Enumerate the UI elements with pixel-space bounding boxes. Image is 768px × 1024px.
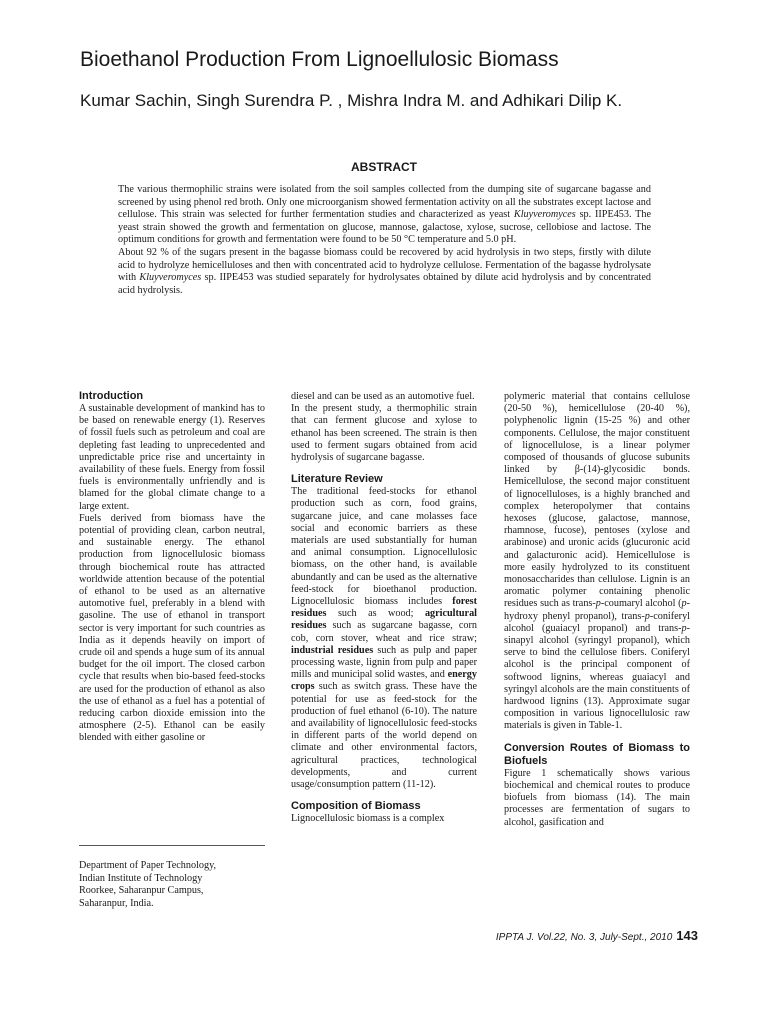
body-paragraph: Fuels derived from biomass have the potential of providing clean, carbon neutral, and sustainable energy. The ethanol production from lignocellulosic biomass through biochemical route has attracted worldwide attention because of the potential of ethanol to be used as an alternative automotive fuel, preferably in a blend with gasoline. The use of ethanol in transport sector is very important for such countries as India as it depends heavily on import of crude oil and spends a huge sum of its annual budget for the oil import. The closed carbon cycle that results when bio-based feed-stocks are used for the production of ethanol as also the use of ethanol as a fuel has a potential of reducing carbon dioxide emission into the atmosphere (2-5). Ethanol can be easily blended with either gasoline or xyxy=(79,512,265,744)
body-paragraph: Figure 1 schematically shows various biochemical and chemical routes to produce biofuels from biomass (14). The main processes are fermentation of sugars to alcohol, gasification and xyxy=(504,767,690,828)
section-heading-literature-review: Literature Review xyxy=(291,473,383,486)
journal-citation: IPPTA J. Vol.22, No. 3, July-Sept., 2010 xyxy=(495,932,673,943)
column-2 xyxy=(291,391,477,826)
body-paragraph: A sustainable development of mankind has to be based on renewable energy (1). Reserves of fossil fuels such as petroleum and coal are depleting fast leading to unprecedented and unpredictable price rise and uncertainty in availability of these fuels. Energy from fossil fuels is environmentally unfriendly and is blamed for the global climate change to a large extent. xyxy=(79,403,265,512)
body-paragraph: In the present study, a thermophilic strain that can ferment glucose and xylose to ethanol has been screened. The strain is then used to ferment sugars obtained from acid hydrolysis of sugarcane bagasse. xyxy=(291,403,477,464)
paper-title: Bioethanol Production From Lignoellulosic Biomass xyxy=(80,48,559,71)
column-3 xyxy=(504,391,690,829)
column-1 xyxy=(79,390,265,745)
section-heading-composition: Composition of Biomass xyxy=(291,800,421,813)
page-number: 143 xyxy=(676,928,698,943)
abstract-paragraph: The various thermophilic strains were isolated from the soil samples collected from the dumping site of sugarcane bagasse and screened by using phenol red broth. Only one microorganism showed fermentation activity on all the substrates except lactose and cellulose. This strain was selected for further fermentation studies and characterized as yeast Kluyveromyces sp. IIPE453. The yeast strain showed the growth and fermentation on glucose, mannose, galactose, xylose, sucrose, cellobiose and lactose. The optimum conditions for growth and fermentation were found to be 50 °C temperature and 5.0 pH. xyxy=(118,184,651,246)
footnote-divider xyxy=(79,845,265,846)
body-paragraph: The traditional feed-stocks for ethanol production such as corn, food grains, sugarcane juice, and cane molasses face social and economic barriers as these materials are used substantially for human and animal consumption. Lignocellulosic biomass, on the other hand, is available abundantly and can be used as the alternative feed-stock for bioethanol production. Lignocellulosic biomass includes forest residues such as wood; agricultural residues such as sugarcane bagasse, corn cob, corn stover, wheat and rice straw; industrial residues such as pulp and paper processing waste, lignin from pulp and paper mills and municipal solid wastes, and energy crops such as switch grass. These have the potential for use as feed-stock for the production of fuel ethanol (6-10). The nature and availability of lignocellulosic feed-stocks in different parts of the world depend on climate and other environmental factors, agricultural practices, technological developments, and current usage/consumption pattern (11-12). xyxy=(291,486,478,791)
section-heading-introduction: Introduction xyxy=(79,390,144,402)
section-heading-conversion-routes: Conversion Routes of Biomass to Biofuels xyxy=(504,741,690,767)
body-paragraph: diesel and can be used as an automotive fuel. xyxy=(291,391,475,402)
abstract-heading: ABSTRACT xyxy=(351,160,417,174)
author-affiliation: Department of Paper Technology, Indian Institute of Technology Roorkee, Saharanpur Campus, Saharanpur, India. xyxy=(79,860,217,909)
body-paragraph: polymeric material that contains cellulose (20-50 %), hemicellulose (20-40 %), polyphenolic lignin (15-25 %) and other components. Cellulose, the major constituent of lignocellulose, is a linear polymer composed of thousands of glucose subunits linked by β-(14)-glycosidic bonds. Hemicellulose, the second major constituent of lignocelluloses, is a highly branched and complex heteropolymer that contains hexoses (glucose, galactose, mannose, rhamnose, fucose), pentoses (xylose and arabinose) and uronic acids (glucuronic acid and galacturonic acid). Hemicellulose is more easily hydrolyzed to its constituent monosaccharides than cellulose. Lignin is an aromatic polymer containing phenolic residues such as trans-p-coumaryl alcohol (p-hydroxy phenyl propanol), trans-p-coniferyl alcohol (guaiacyl propanol) and trans-p-sinapyl alcohol (syringyl propanol), which serve to bind the cellulose fibers. Coniferyl alcohol is the principal component of softwood lignins, whereas guaiacyl and syringyl alcohols are the main constituents of hardwood lignins (13). Approximate sugar composition in various lignocellulosic raw materials is given in Table-1. xyxy=(504,391,690,732)
abstract-body xyxy=(118,184,651,297)
authors: Kumar Sachin, Singh Surendra P. , Mishra Indra M. and Adhikari Dilip K. xyxy=(80,91,623,110)
body-paragraph: Lignocellulosic biomass is a complex xyxy=(291,813,445,825)
page-footer xyxy=(496,929,698,945)
abstract-paragraph: About 92 % of the sugars present in the bagasse biomass could be recovered by acid hydrolysis in two steps, firstly with dilute acid to hydrolyze hemicelluloses and then with concentrated acid to hydrolyze cellulose. Fermentation of the bagasse hydrolysate with Kluyveromyces sp. IIPE453 was studied separately for hydrolysates obtained by dilute acid hydrolysis and by concentrated acid hydrolysis. xyxy=(118,246,651,296)
